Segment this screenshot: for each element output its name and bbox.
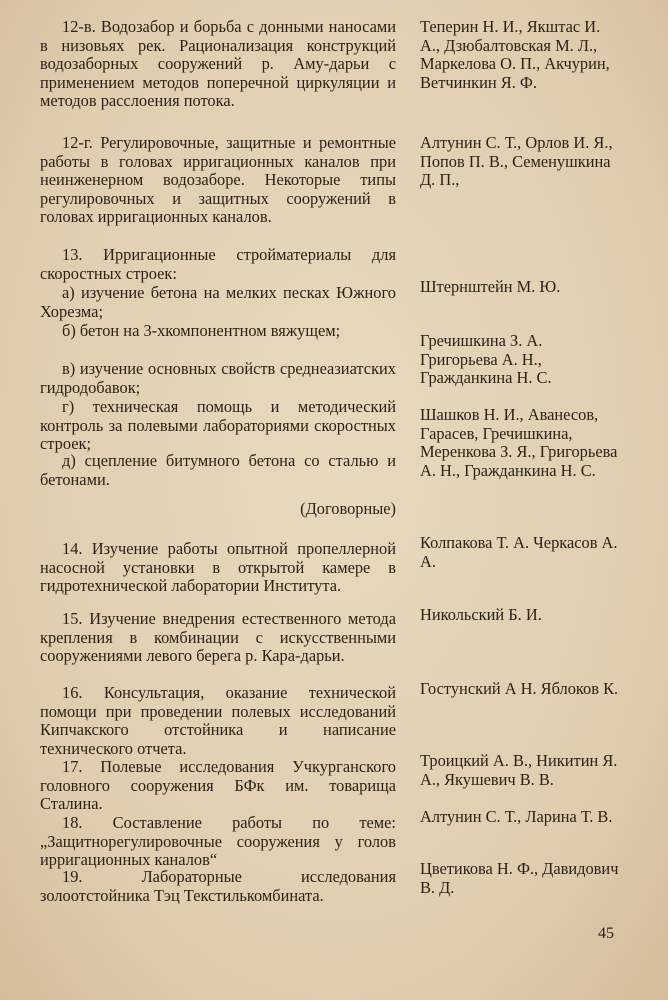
- item-18-text: 18. Составление работы по теме: „Защитнорегулировочные сооружения у голов ирригационных каналов“: [40, 813, 396, 870]
- item-15-text: 15. Изучение внедрения естественного метода крепления в комбинации с искусственными сооружениями левого берега р. Кара-дарьи.: [40, 609, 396, 666]
- item-17-text: 17. Полевые исследования Учкурганского головного сооружения БФк им. товарища Сталина.: [40, 757, 396, 814]
- item-14-text: 14. Изучение работы опытной пропеллерной насосной установки в открытой камере в гидротехнической лаборатории Института.: [40, 539, 396, 596]
- page-number: 45: [598, 925, 614, 942]
- item-16-authors: Гостунский А Н. Яблоков К.: [420, 679, 619, 698]
- item-13a-authors: Штернштейн М. Ю.: [420, 277, 561, 296]
- item-13d-authors: Шашков Н. И., Аванесов, Гарасев, Гречишкина, Меренкова З. Я., Григорьева А. Н., Гражданкина Н. С.: [420, 405, 618, 480]
- item-19-authors: Цветикова Н. Ф., Давидович В. Д.: [420, 859, 619, 897]
- item-12v-authors: Теперин Н. И., Якштас И. А., Дзюбалтовская М. Л., Маркелова О. П., Акчурин, Ветчинкин Я. Ф.: [420, 17, 610, 92]
- item-17-authors: Троицкий А. В., Никитин Я. А., Якушевич В. В.: [420, 751, 618, 789]
- contract-note: (Договорные): [300, 499, 396, 518]
- item-14-authors: Колпакова Т. А. Черкасов А. А.: [420, 533, 618, 571]
- item-12g-authors: Алтунин С. Т., Орлов И. Я., Попов П. В., Семенушкина Д. П.,: [420, 133, 613, 190]
- item-19-text: 19. Лабораторные исследования золоотстойника Тэц Текстилькомбината.: [40, 867, 396, 905]
- item-12v-text: 12-в. Водозабор и борьба с донными наносами в низовьях рек. Рационализация конструкций водозаборных сооружений р. Аму-дарьи с применением методов поперечной циркуляции и методов расслоения потока.: [40, 17, 396, 111]
- item-13b-text: б) бетон на 3-хкомпонентном вяжущем;: [62, 321, 341, 340]
- item-12g-text: 12-г. Регулировочные, защитные и ремонтные работы в головах ирригационных каналов при неинженерном водозаборе. Некоторые типы регулировочных и защитных сооружений в головах ирригационных каналов.: [40, 133, 396, 227]
- item-13d-text: д) сцепление битумного бетона со сталью и бетонами.: [40, 451, 396, 489]
- item-13g-text: г) техническая помощь и методический контроль за полевыми лабораториями скоростных строек;: [40, 397, 396, 454]
- item-13a-text: а) изучение бетона на мелких песках Южного Хорезма;: [40, 283, 396, 321]
- item-13v-text: в) изучение основных свойств среднеазиатских гидродобавок;: [40, 359, 396, 397]
- item-18-authors: Алтунин С. Т., Ларина Т. В.: [420, 807, 613, 826]
- item-16-text: 16. Консультация, оказание технической помощи при проведении полевых исследований Кипчакского отстойника и написание технического отчета.: [40, 683, 396, 758]
- item-15-authors: Никольский Б. И.: [420, 605, 542, 624]
- item-13-text: 13. Ирригационные стройматериалы для скоростных строек:: [40, 245, 396, 283]
- item-13v-authors: Гречишкина З. А. Григорьева А. Н., Гражданкина Н. С.: [420, 331, 552, 388]
